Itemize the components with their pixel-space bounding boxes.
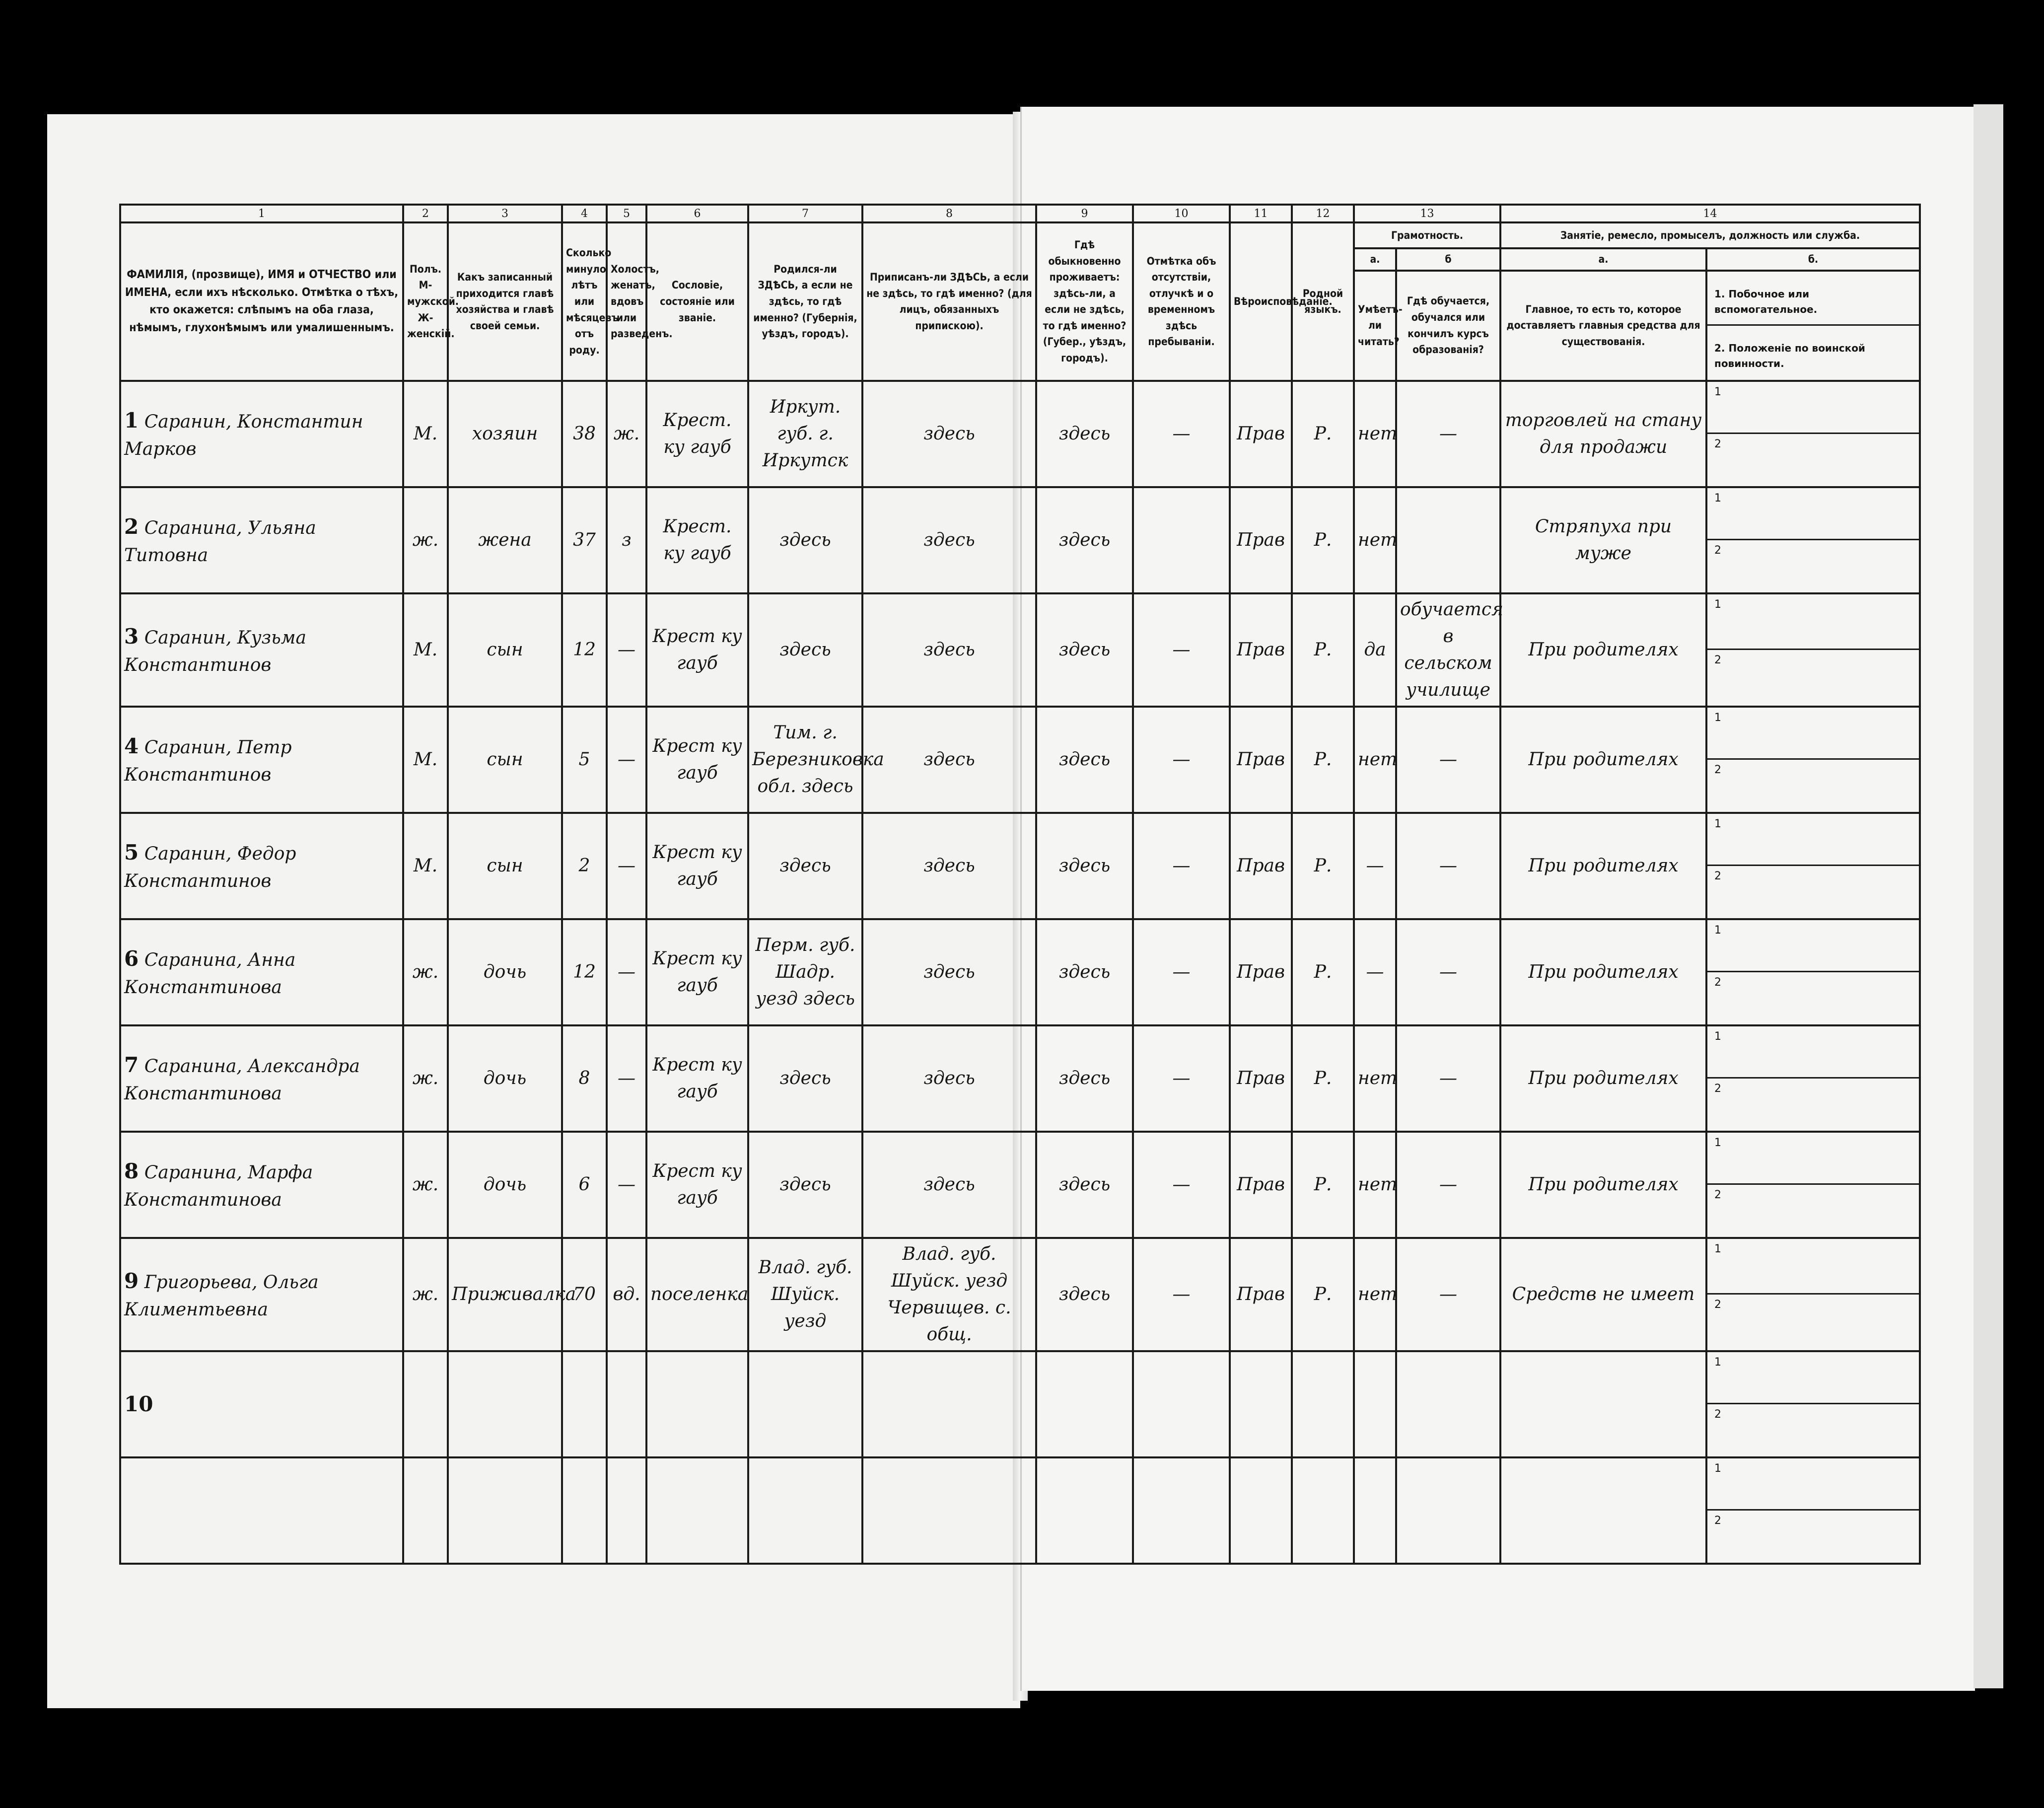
relation-cell <box>448 1457 562 1564</box>
census-row <box>120 593 1920 707</box>
row-number: 2 <box>124 514 139 539</box>
estate-cell: Крест. ку гауб <box>646 381 748 487</box>
age-cell <box>562 1351 607 1457</box>
age-cell: 38 <box>562 381 607 487</box>
row-number: 10 <box>124 1392 153 1417</box>
registered-cell: здесь <box>862 593 1036 707</box>
language-cell: Р. <box>1292 1025 1354 1132</box>
religion-cell: Прав <box>1230 593 1292 707</box>
relation-cell: дочь <box>448 1025 562 1132</box>
person-name-cell <box>120 381 403 487</box>
header-religion: Вѣроисповѣданіе. <box>1230 222 1292 381</box>
estate-cell: Крест ку гауб <box>646 707 748 813</box>
occupation-cell: При родителях <box>1500 707 1706 813</box>
sex-cell: ж. <box>403 1025 448 1132</box>
header-birthplace: Родился-ли ЗДѢСЬ, а если не здѣсь, то гдѣ именно? (Губернія, уѣздъ, городъ). <box>748 222 862 381</box>
residence-cell <box>1036 1351 1133 1457</box>
person-name-cell <box>120 707 403 813</box>
military-slot: 2 <box>1714 869 1721 882</box>
absence-cell: — <box>1133 1238 1230 1351</box>
military-slot: 2 <box>1714 653 1721 666</box>
age-cell: 6 <box>562 1132 607 1238</box>
absence-cell: — <box>1133 813 1230 919</box>
side-job-slot: 1 <box>1707 1026 1919 1079</box>
military-slot: 2 <box>1714 1188 1721 1201</box>
estate-cell: Крест. ку гауб <box>646 487 748 593</box>
person-name: Саранин, Константин Марков <box>124 412 363 460</box>
estate-cell <box>646 1351 748 1457</box>
person-name-cell <box>120 593 403 707</box>
relation-cell: дочь <box>448 1132 562 1238</box>
header-residence: Гдѣ обыкновенно проживаетъ: здѣсь-ли, а если не здѣсь, то гдѣ именно? (Губер., уѣздъ, городъ). <box>1036 222 1133 381</box>
absence-cell: — <box>1133 381 1230 487</box>
can-read-cell: да <box>1354 593 1396 707</box>
column-number-row <box>120 205 1920 222</box>
education-cell: — <box>1396 381 1500 487</box>
occupation-cell: Стряпуха при муже <box>1500 487 1706 593</box>
registered-cell: здесь <box>862 1132 1036 1238</box>
secondary-cell <box>1706 813 1920 919</box>
person-name: Саранина, Марфа Константинова <box>124 1162 313 1211</box>
education-cell <box>1396 1351 1500 1457</box>
relation-cell <box>448 1351 562 1457</box>
marital-cell: з <box>607 487 646 593</box>
age-cell: 2 <box>562 813 607 919</box>
occupation-cell: торговлей на стану для продажи <box>1500 381 1706 487</box>
person-name-cell <box>120 1238 403 1351</box>
secondary-cell <box>1706 593 1920 707</box>
sex-cell: ж. <box>403 1238 448 1351</box>
absence-cell: — <box>1133 707 1230 813</box>
secondary-cell <box>1706 919 1920 1025</box>
registered-cell: здесь <box>862 1025 1036 1132</box>
col-number: 1 <box>120 205 403 222</box>
col-number: 3 <box>448 205 562 222</box>
census-row <box>120 381 1920 487</box>
residence-cell: здесь <box>1036 1132 1133 1238</box>
registered-cell: здесь <box>862 707 1036 813</box>
side-job-slot: 1 <box>1707 708 1919 760</box>
person-name: Саранина, Анна Константинова <box>124 950 296 998</box>
col-number: 12 <box>1292 205 1354 222</box>
marital-cell <box>607 1457 646 1564</box>
can-read-cell: нет <box>1354 487 1396 593</box>
header-language: Родной языкъ. <box>1292 222 1354 381</box>
header-literacy-a-label: а. <box>1354 248 1396 271</box>
education-cell: — <box>1396 813 1500 919</box>
relation-cell: сын <box>448 813 562 919</box>
header-sex: Полъ. М-мужской. Ж-женскій. <box>403 222 448 381</box>
secondary-cell <box>1706 1025 1920 1132</box>
language-cell: Р. <box>1292 707 1354 813</box>
census-row <box>120 813 1920 919</box>
sex-cell: М. <box>403 381 448 487</box>
marital-cell: ж. <box>607 381 646 487</box>
side-job-slot: 1 <box>1707 1352 1919 1404</box>
census-row <box>120 1351 1920 1457</box>
religion-cell: Прав <box>1230 707 1292 813</box>
education-cell <box>1396 1457 1500 1564</box>
header-secondary-occupation <box>1706 271 1920 381</box>
can-read-cell: нет <box>1354 1025 1396 1132</box>
age-cell: 37 <box>562 487 607 593</box>
religion-cell: Прав <box>1230 1132 1292 1238</box>
sex-cell: М. <box>403 813 448 919</box>
registered-cell: Влад. губ. Шуйск. уезд Червищев. с. общ. <box>862 1238 1036 1351</box>
row-number: 4 <box>124 734 139 759</box>
language-cell: Р. <box>1292 813 1354 919</box>
secondary-cell <box>1706 1238 1920 1351</box>
language-cell: Р. <box>1292 1132 1354 1238</box>
absence-cell: — <box>1133 1132 1230 1238</box>
absence-cell <box>1133 1457 1230 1564</box>
secondary-cell <box>1706 487 1920 593</box>
occupation-cell: При родителях <box>1500 813 1706 919</box>
col-number: 2 <box>403 205 448 222</box>
census-row <box>120 487 1920 593</box>
religion-cell <box>1230 1351 1292 1457</box>
estate-cell: поселенка <box>646 1238 748 1351</box>
estate-cell <box>646 1457 748 1564</box>
religion-cell <box>1230 1457 1292 1564</box>
birthplace-cell <box>748 1457 862 1564</box>
residence-cell: здесь <box>1036 813 1133 919</box>
person-name: Саранин, Кузьма Константинов <box>124 628 306 676</box>
can-read-cell <box>1354 1457 1396 1564</box>
marital-cell: — <box>607 593 646 707</box>
col-number: 11 <box>1230 205 1292 222</box>
header-age: Сколько минуло лѣтъ или мѣсяцевъ отъ роду. <box>562 222 607 381</box>
row-number: 9 <box>124 1269 139 1294</box>
person-name-cell <box>120 1351 403 1457</box>
person-name: Саранина, Ульяна Титовна <box>124 518 316 566</box>
absence-cell <box>1133 1351 1230 1457</box>
header-education: Гдѣ обучается, обучался или кончилъ курсъ образованія? <box>1396 271 1500 381</box>
registered-cell: здесь <box>862 381 1036 487</box>
birthplace-cell: Иркут. губ. г. Иркутск <box>748 381 862 487</box>
col-number: 6 <box>646 205 748 222</box>
registered-cell <box>862 1351 1036 1457</box>
relation-cell: жена <box>448 487 562 593</box>
marital-cell: — <box>607 1132 646 1238</box>
age-cell: 8 <box>562 1025 607 1132</box>
military-slot: 2 <box>1714 763 1721 776</box>
occupation-cell: При родителях <box>1500 593 1706 707</box>
residence-cell <box>1036 1457 1133 1564</box>
person-name-cell <box>120 487 403 593</box>
header-absence: Отмѣтка объ отсутствіи, отлучкѣ и о временномъ здѣсь пребываніи. <box>1133 222 1230 381</box>
header-occupation-a-label: а. <box>1500 248 1706 271</box>
sex-cell: ж. <box>403 919 448 1025</box>
sex-cell: ж. <box>403 1132 448 1238</box>
occupation-cell: При родителях <box>1500 919 1706 1025</box>
military-slot: 2 <box>1714 1298 1721 1311</box>
relation-cell: Приживалка <box>448 1238 562 1351</box>
marital-cell: — <box>607 707 646 813</box>
can-read-cell: нет <box>1354 1132 1396 1238</box>
occupation-cell: При родителях <box>1500 1025 1706 1132</box>
side-job-slot: 1 <box>1707 1239 1919 1295</box>
col-number: 4 <box>562 205 607 222</box>
language-cell: Р. <box>1292 487 1354 593</box>
relation-cell: хозяин <box>448 381 562 487</box>
residence-cell: здесь <box>1036 1025 1133 1132</box>
religion-cell: Прав <box>1230 919 1292 1025</box>
estate-cell: Крест ку гауб <box>646 1025 748 1132</box>
secondary-cell <box>1706 707 1920 813</box>
header-occupation: Занятіе, ремесло, промыселъ, должность или служба. <box>1500 222 1920 248</box>
age-cell: 12 <box>562 919 607 1025</box>
estate-cell: Крест ку гауб <box>646 813 748 919</box>
age-cell: 5 <box>562 707 607 813</box>
education-cell: — <box>1396 1132 1500 1238</box>
can-read-cell: нет <box>1354 381 1396 487</box>
header-main-occupation: Главное, то есть то, которое доставляетъ главныя средства для существованія. <box>1500 271 1706 381</box>
row-number: 1 <box>124 408 139 433</box>
residence-cell: здесь <box>1036 487 1133 593</box>
language-cell: Р. <box>1292 381 1354 487</box>
side-job-slot: 1 <box>1707 920 1919 972</box>
birthplace-cell: здесь <box>748 1025 862 1132</box>
education-cell: — <box>1396 1025 1500 1132</box>
sex-cell: М. <box>403 593 448 707</box>
occupation-cell: Средств не имеет <box>1500 1238 1706 1351</box>
religion-cell: Прав <box>1230 381 1292 487</box>
secondary-cell <box>1706 1457 1920 1564</box>
absence-cell: — <box>1133 919 1230 1025</box>
person-name: Саранина, Александра Константинова <box>124 1056 360 1104</box>
header-side-job: 1. Побочное или вспомогательное. <box>1707 272 1919 326</box>
header-can-read: Умѣетъ-ли читать? <box>1354 271 1396 381</box>
row-number: 3 <box>124 624 139 649</box>
col-number: 8 <box>862 205 1036 222</box>
secondary-cell <box>1706 381 1920 487</box>
registered-cell: здесь <box>862 919 1036 1025</box>
secondary-cell <box>1706 1132 1920 1238</box>
absence-cell: — <box>1133 593 1230 707</box>
secondary-cell <box>1706 1351 1920 1457</box>
col-number: 14 <box>1500 205 1920 222</box>
person-name: Григорьева, Ольга Климентьевна <box>124 1272 319 1320</box>
side-job-slot: 1 <box>1707 1458 1919 1511</box>
absence-cell <box>1133 487 1230 593</box>
marital-cell: вд. <box>607 1238 646 1351</box>
birthplace-cell: Перм. губ. Шадр. уезд здесь <box>748 919 862 1025</box>
census-row <box>120 1238 1920 1351</box>
sex-cell: М. <box>403 707 448 813</box>
row-number: 5 <box>124 840 139 865</box>
header-estate: Сословіе, состояніе или званіе. <box>646 222 748 381</box>
registered-cell: здесь <box>862 487 1036 593</box>
marital-cell: — <box>607 813 646 919</box>
header-military: 2. Положеніе по воинской повинности. <box>1714 342 1865 369</box>
military-slot: 2 <box>1714 544 1721 557</box>
age-cell: 70 <box>562 1238 607 1351</box>
language-cell: Р. <box>1292 1238 1354 1351</box>
census-row <box>120 1132 1920 1238</box>
person-name-cell <box>120 919 403 1025</box>
header-literacy: Грамотность. <box>1354 222 1500 248</box>
row-number: 6 <box>124 946 139 971</box>
birthplace-cell: здесь <box>748 813 862 919</box>
estate-cell: Крест ку гауб <box>646 593 748 707</box>
relation-cell: сын <box>448 707 562 813</box>
col-number: 5 <box>607 205 646 222</box>
header-occupation-b-label: б. <box>1706 248 1920 271</box>
marital-cell <box>607 1351 646 1457</box>
person-name-cell <box>120 1457 403 1564</box>
sex-cell <box>403 1457 448 1564</box>
person-name-cell <box>120 1132 403 1238</box>
census-row <box>120 707 1920 813</box>
education-cell: — <box>1396 919 1500 1025</box>
age-cell: 12 <box>562 593 607 707</box>
col-number: 9 <box>1036 205 1133 222</box>
language-cell <box>1292 1351 1354 1457</box>
header-row-1 <box>120 222 1920 248</box>
language-cell: Р. <box>1292 593 1354 707</box>
birthplace-cell: Влад. губ. Шуйск. уезд <box>748 1238 862 1351</box>
col-number: 7 <box>748 205 862 222</box>
sex-cell: ж. <box>403 487 448 593</box>
side-job-slot: 1 <box>1707 1133 1919 1185</box>
census-table <box>119 204 1921 1565</box>
military-slot: 2 <box>1714 976 1721 989</box>
education-cell: обучается в сельском училище <box>1396 593 1500 707</box>
paper-edge <box>1974 104 2003 1688</box>
residence-cell: здесь <box>1036 381 1133 487</box>
birthplace-cell: здесь <box>748 593 862 707</box>
header-literacy-b-label: б <box>1396 248 1500 271</box>
estate-cell: Крест ку гауб <box>646 1132 748 1238</box>
religion-cell: Прав <box>1230 1025 1292 1132</box>
birthplace-cell: Тим. г. Березниковка обл. здесь <box>748 707 862 813</box>
military-slot: 2 <box>1714 1514 1721 1527</box>
relation-cell: дочь <box>448 919 562 1025</box>
occupation-cell <box>1500 1351 1706 1457</box>
can-read-cell: — <box>1354 919 1396 1025</box>
can-read-cell: нет <box>1354 707 1396 813</box>
person-name-cell <box>120 813 403 919</box>
military-slot: 2 <box>1714 437 1721 450</box>
can-read-cell: — <box>1354 813 1396 919</box>
occupation-cell <box>1500 1457 1706 1564</box>
marital-cell: — <box>607 919 646 1025</box>
residence-cell: здесь <box>1036 919 1133 1025</box>
education-cell: — <box>1396 1238 1500 1351</box>
estate-cell: Крест ку гауб <box>646 919 748 1025</box>
birthplace-cell: здесь <box>748 487 862 593</box>
side-job-slot: 1 <box>1707 814 1919 866</box>
education-cell <box>1396 487 1500 593</box>
census-row <box>120 1457 1920 1564</box>
census-row <box>120 919 1920 1025</box>
military-slot: 2 <box>1714 1082 1721 1095</box>
residence-cell: здесь <box>1036 1238 1133 1351</box>
language-cell: Р. <box>1292 919 1354 1025</box>
registered-cell <box>862 1457 1036 1564</box>
header-marital: Холостъ, женатъ, вдовъ или разведенъ. <box>607 222 646 381</box>
absence-cell: — <box>1133 1025 1230 1132</box>
row-number: 8 <box>124 1159 139 1184</box>
religion-cell: Прав <box>1230 1238 1292 1351</box>
col-number: 13 <box>1354 205 1500 222</box>
religion-cell: Прав <box>1230 487 1292 593</box>
religion-cell: Прав <box>1230 813 1292 919</box>
person-name: Саранин, Федор Константинов <box>124 844 296 892</box>
language-cell <box>1292 1457 1354 1564</box>
col-number: 10 <box>1133 205 1230 222</box>
can-read-cell <box>1354 1351 1396 1457</box>
census-row <box>120 1025 1920 1132</box>
education-cell: — <box>1396 707 1500 813</box>
person-name-cell <box>120 1025 403 1132</box>
can-read-cell: нет <box>1354 1238 1396 1351</box>
registered-cell: здесь <box>862 813 1036 919</box>
side-job-slot: 1 <box>1707 382 1919 434</box>
sex-cell <box>403 1351 448 1457</box>
residence-cell: здесь <box>1036 707 1133 813</box>
occupation-cell: При родителях <box>1500 1132 1706 1238</box>
military-slot: 2 <box>1714 1408 1721 1421</box>
row-number: 7 <box>124 1053 139 1078</box>
residence-cell: здесь <box>1036 593 1133 707</box>
birthplace-cell <box>748 1351 862 1457</box>
birthplace-cell: здесь <box>748 1132 862 1238</box>
side-job-slot: 1 <box>1707 488 1919 540</box>
relation-cell: сын <box>448 593 562 707</box>
header-registered: Приписанъ-ли ЗДѢСЬ, а если не здѣсь, то гдѣ именно? (для лицъ, обязанныхъ припискою). <box>862 222 1036 381</box>
age-cell <box>562 1457 607 1564</box>
header-name: ФАМИЛІЯ, (прозвище), ИМЯ и ОТЧЕСТВО или ИМЕНА, если ихъ нѣсколько. Отмѣтка о тѣхъ, кто окажется: слѣпымъ на оба глаза, нѣмымъ, глухонѣмымъ или умалишеннымъ. <box>120 222 403 381</box>
marital-cell: — <box>607 1025 646 1132</box>
side-job-slot: 1 <box>1707 594 1919 650</box>
person-name: Саранин, Петр Константинов <box>124 737 292 786</box>
header-relation: Какъ записанный приходится главѣ хозяйства и главѣ своей семьи. <box>448 222 562 381</box>
